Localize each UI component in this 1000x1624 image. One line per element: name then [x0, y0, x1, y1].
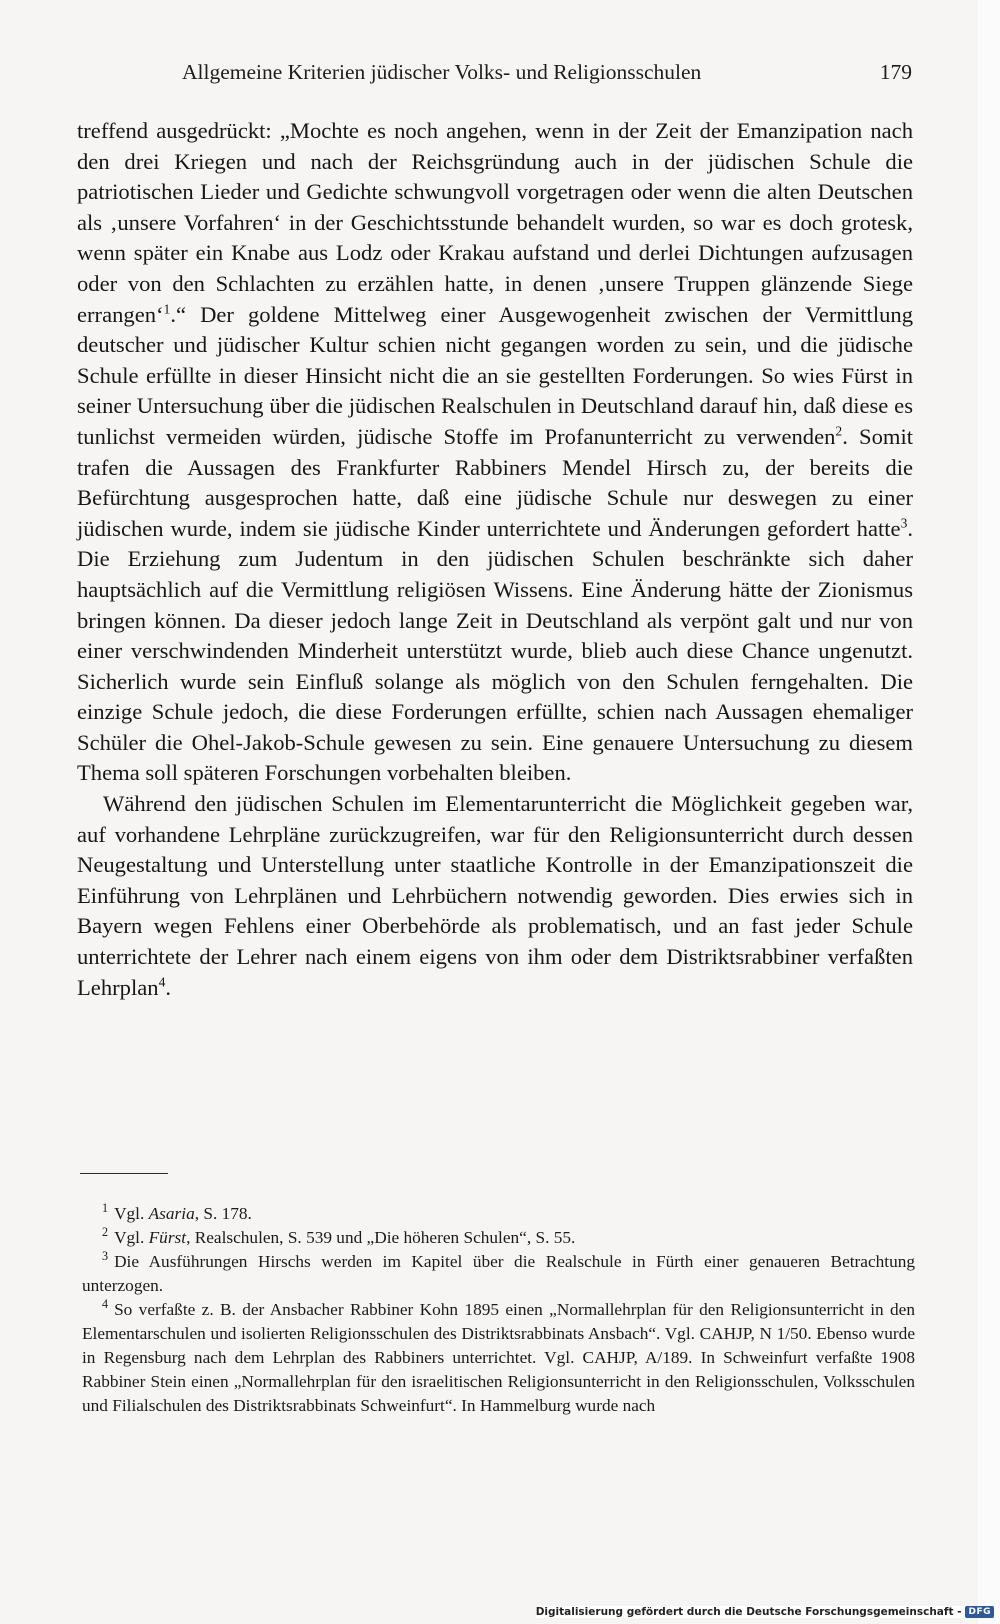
- text-run: treffend ausgedrückt: „Mochte es noch angehen, wenn in der Zeit der Emanzipation nach den drei Kriegen und nach der Reichsgründung auch in der jüdischen Schule die patriotischen Lieder und Gedichte schwungvoll vorgetragen oder wenn die alten Deutschen als ‚unsere Vorfahren‘ in der Geschichtsstunde behandelt wurden, so war es doch grotesk, wenn später ein Knabe aus Lodz oder Krakau aufstand und derlei Dichtungen aufzusagen oder von den Schlachten zu erzählen hatte, in denen ‚unsere Truppen glänzende Siege errangen‘: [77, 118, 913, 327]
- footnote-text: , Realschulen, S. 539 und „Die höheren Schulen“, S. 55.: [186, 1228, 576, 1247]
- paragraph: [77, 789, 913, 1003]
- text-run: Während den jüdischen Schulen im Elementarunterricht die Möglichkeit gegeben war, auf vorhandene Lehrpläne zurückzugreifen, war für den Religionsunterricht durch dessen Neugestaltung und Unterstellung unter staatliche Kontrolle in der Emanzipationszeit die Einführung von Lehrplänen und Lehrbüchern notwendig geworden. Dies erwies sich in Bayern wegen Fehlens einer Oberbehörde als problematisch, und an fast jeder Schule unterrichtete der Lehrer nach einem eigens von ihm oder dem Distriktsrabbiner verfaßten Lehrplan: [77, 791, 913, 1000]
- footnotes: [82, 1202, 915, 1418]
- text-run: .: [165, 974, 171, 1000]
- footnote: [82, 1298, 915, 1418]
- running-title: Allgemeine Kriterien jüdischer Volks- und Religionsschulen: [182, 60, 702, 84]
- footnote-mark: 1: [102, 1201, 109, 1216]
- footnote-ref: 4: [158, 974, 166, 990]
- footnote: [82, 1202, 915, 1226]
- footnote-author: Asaria: [148, 1204, 195, 1223]
- footnote-mark: 2: [102, 1225, 109, 1240]
- footnote-ref: 1: [163, 301, 171, 317]
- footnote: [82, 1226, 915, 1250]
- paragraph: [77, 116, 913, 789]
- digitization-credit: [536, 1606, 994, 1618]
- dfg-logo: DFG: [965, 1606, 994, 1618]
- text-run: .“ Der goldene Mittelweg einer Ausgewogenheit zwischen der Vermittlung deutscher und jüdischer Kultur schien nicht gegangen worden zu sein, und die jüdische Schule erfüllte in dieser Hinsicht nicht die an sie gestellten Forderungen. So wies Fürst in seiner Untersuchung über die jüdischen Realschulen in Deutschland darauf hin, daß diese es tunlichst vermeiden würden, jüdische Stoffe im Profanunterricht zu verwenden: [77, 301, 913, 449]
- page-number: 179: [879, 60, 912, 84]
- footnote-mark: 4: [102, 1297, 109, 1312]
- footnote-text: Vgl.: [114, 1228, 149, 1247]
- footnote-text: Die Ausführungen Hirschs werden im Kapitel über die Realschule in Fürth einer genaueren Betrachtung unterzogen.: [82, 1252, 915, 1295]
- main-text: [77, 116, 913, 1003]
- footnote-mark: 3: [102, 1249, 109, 1264]
- footnote-text: , S. 178.: [194, 1204, 252, 1223]
- footnote-author: Fürst: [148, 1228, 187, 1247]
- footnote-separator: [80, 1173, 168, 1174]
- footnote-text: Vgl.: [114, 1204, 149, 1223]
- footnote-ref: 3: [900, 515, 908, 531]
- footnote-ref: 2: [835, 423, 843, 439]
- footnote: [82, 1250, 915, 1298]
- credit-text: Digitalisierung gefördert durch die Deutsche Forschungsgemeinschaft -: [535, 1606, 962, 1618]
- text-run: . Die Erziehung zum Judentum in den jüdischen Schulen beschränkte sich daher hauptsächlich auf die Vermittlung religiösen Wissens. Eine Änderung hätte der Zionismus bringen können. Da dieser jedoch lange Zeit in Deutschland als verpönt galt und nur von einer verschwindenden Minderheit unterstützt wurde, blieb auch diese Chance ungenutzt. Sicherlich wurde sein Einfluß solange als möglich von den Schulen ferngehalten. Die einzige Schule jedoch, die diese Forderungen erfüllte, schien nach Aussagen ehemaliger Schüler die Ohel-Jakob-Schule gewesen zu sein. Eine genauere Untersuchung zu diesem Thema soll späteren Forschungen vorbehalten bleiben.: [77, 515, 913, 786]
- text-run: . Somit trafen die Aussagen des Frankfurter Rabbiners Mendel Hirsch zu, der bereits die Befürchtung ausgesprochen hatte, daß eine jüdische Schule nur deswegen zu einer jüdischen wurde, indem sie jüdische Kinder unterrichtete und Änderungen gefordert hatte: [77, 423, 913, 541]
- footnote-text: So verfaßte z. B. der Ansbacher Rabbiner Kohn 1895 einen „Normallehrplan für den Religionsunterricht in den Elementarschulen und isolierten Religionsschulen des Distriktsrabbinats Ansbach“. Vgl. CAHJP, N 1/50. Ebenso wurde in Regensburg nach dem Lehrplan des Rabbiners unterrichtet. Vgl. CAHJP, A/189. In Schweinfurt verfaßte 1908 Rabbiner Stein einen „Normallehrplan für den israelitischen Religionsunterricht in den Religionsschulen, Volksschulen und Filialschulen des Distriktsrabbinats Schweinfurt“. In Hammelburg wurde nach: [82, 1300, 915, 1415]
